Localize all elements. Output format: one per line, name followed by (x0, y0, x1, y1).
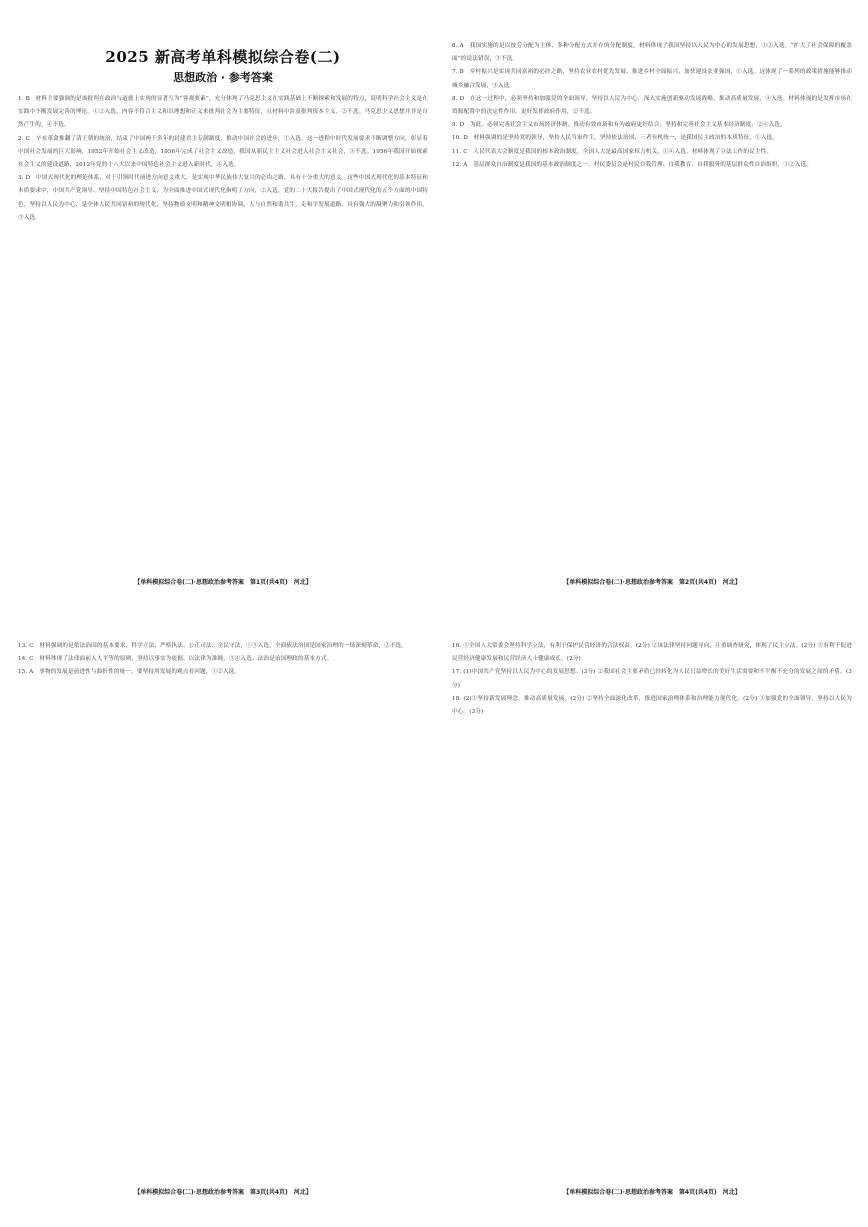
answer-item: 3. D 中国式现代化的理论体系，对于引领时代前进方向意义重大，是实现中华民族伟大复兴的必由之路，具有十分重大的意义。这些中国式现代化的基本特征和本质要求中，中国共产党领导、坚持中国特色社会主义，为全面推进中国式现代化指明了方向，②入选。党的二十大报告提出了中国式现代化的五个方面的中国特色，坚持以人民为中心，是全体人民共同富裕的现代化，坚持物质文明和精神文明相协调，人与自然和谐共生，走和平发展道路，具有强大的凝聚力和引领作用，③入选。 (18, 175, 428, 221)
page-footer: 【单科模拟综合卷(二)·思想政治参考答案 第3页(共4页) 河北】 (134, 1189, 312, 1196)
answer-item: 7. B 乡村振兴是实现共同富裕的必经之路，坚持农业农村优先发展，推进乡村全面振兴，加快建设农业强国，①入选。这体现了一系列的政策措施能够推动城乡融合发展，③入选。 (452, 69, 852, 89)
answer-list (452, 40, 852, 172)
answer-item: 8. D 在这一过程中，必须坚持和加强党的全面领导，坚持以人民为中心，深入实施创新驱动发展战略，推动高质量发展，④入选。材料体现的是发挥市场在资源配置中的决定性作用，更好发挥政府作用，②不选。 (452, 95, 852, 116)
answer-item: 6. A 我国实施的是以按劳分配为主体、多种分配方式并存的分配制度，材料体现了我国坚持以人民为中心的发展思想，①②入选。“扩大了社会保障的覆盖面”的说法错误，③不选。 (452, 43, 852, 63)
answer-item: 18. (2)①坚持新发展理念，推动高质量发展。(2分) ②坚持全面深化改革，推进国家治理体系和治理能力现代化。(2分) ③加强党的全面领导，坚持以人民为中心。(3分) (452, 695, 852, 716)
answer-item: 10. D 材料强调的是坚持党的领导，坚持人民当家作主，坚持依法治国，三者有机统一，是我国民主政治的本质特征，①入选。 (452, 135, 779, 142)
answer-item: 17. (1)中国共产党坚持以人民为中心的发展思想。(3分) ②我国社会主要矛盾已经转化为人民日益增长的美好生活需要和不平衡不充分的发展之间的矛盾。(3分) (452, 669, 852, 689)
page-footer: 【单科模拟综合卷(二)·思想政治参考答案 第2页(共4页) 河北】 (563, 579, 741, 586)
answer-item: 13. C 材料强调的是依法治国的基本要求，科学立法、严格执法、公正司法、全民守法，①③入选。全面依法治国是国家治理的一场深刻革命，②不选。 (18, 643, 408, 649)
answer-item: 1. B 材料主要强调的是该批判在政治与道德上实现的显著互为“客观要素”，充分体现了马克思主义在实践基础上不断探索和发展的特点，说明科学社会主义是在实践中不断发展完善的理论。①②入选，内容不符合主义和以理想和正义来批判社会为主要特征，且材料中涉及批判资本主义，②不选。马克思主义思想并非是自然产生的，④不选。 (18, 96, 428, 129)
answer-item: 11. C 人民代表大会制度是我国的根本政治制度，全国人大是最高国家权力机关，①④入选。材料体现了立法工作的民主性。 (452, 148, 773, 155)
page-footer: 【单科模拟综合卷(二)·思想政治参考答案 第4页(共4页) 河北】 (563, 1189, 741, 1196)
answer-list (18, 640, 428, 680)
answer-item: 12. A 基层群众自治制度是我国的基本政治制度之一，村民委员会是村民自我管理、自我教育、自我服务的基层群众性自治组织，①②入选。 (452, 161, 813, 168)
answer-list (452, 640, 852, 719)
answer-item: 14. C 材料体现了法律面前人人平等的原则，坚持以事实为依据、以法律为准绳，③④入选。法治是治国理政的基本方式。 (18, 656, 333, 663)
page-subtitle: 思想政治 · 参考答案 (173, 71, 273, 84)
answer-page-2 (452, 32, 852, 592)
answer-page-4 (452, 632, 852, 1202)
page-footer: 【单科模拟综合卷(二)·思想政治参考答案 第1页(共4页) 河北】 (134, 579, 312, 586)
answer-page-1 (18, 32, 428, 592)
answer-item: 9. D 为此，必须完善社会主义市场经济体制，推动有效市场和有为政府更好结合，坚持和完善社会主义基本经济制度，②④入选。 (452, 122, 786, 129)
answer-item: 2. C 辛亥革命推翻了清王朝的统治，结束了中国两千多年的封建君主专制制度，推动中国社会的进步，①入选。这一进程中时代发展要求不断调整方向，彰显着中国社会发展的巨大影响，1952年开始社会主义改造，1956年完成了社会主义改造，我国从新民主主义社会进入社会主义社会，③不选。1956年我国开始探索社会主义的建设道路，2012年党的十八大以来中国特色社会主义进入新时代，④入选。 (18, 135, 428, 169)
page-title: 2025 新高考单科模拟综合卷(二) (105, 48, 341, 66)
answer-list (18, 93, 428, 225)
answer-item: 16. ①全国人大常委会坚持科学立法，有利于保护民营经济的合法权益。(2分) ②该法律坚持问题导向，注重调查研究，体现了民主立法。(2分) ③有利于促进民营经济健康发展和民营经济人士健康成长。(2分) (452, 643, 852, 663)
answer-page-3 (18, 632, 428, 1202)
answer-item: 15. A 事物的发展是前进性与曲折性的统一，要坚持用发展的观点看问题，①②入选。 (18, 669, 241, 676)
